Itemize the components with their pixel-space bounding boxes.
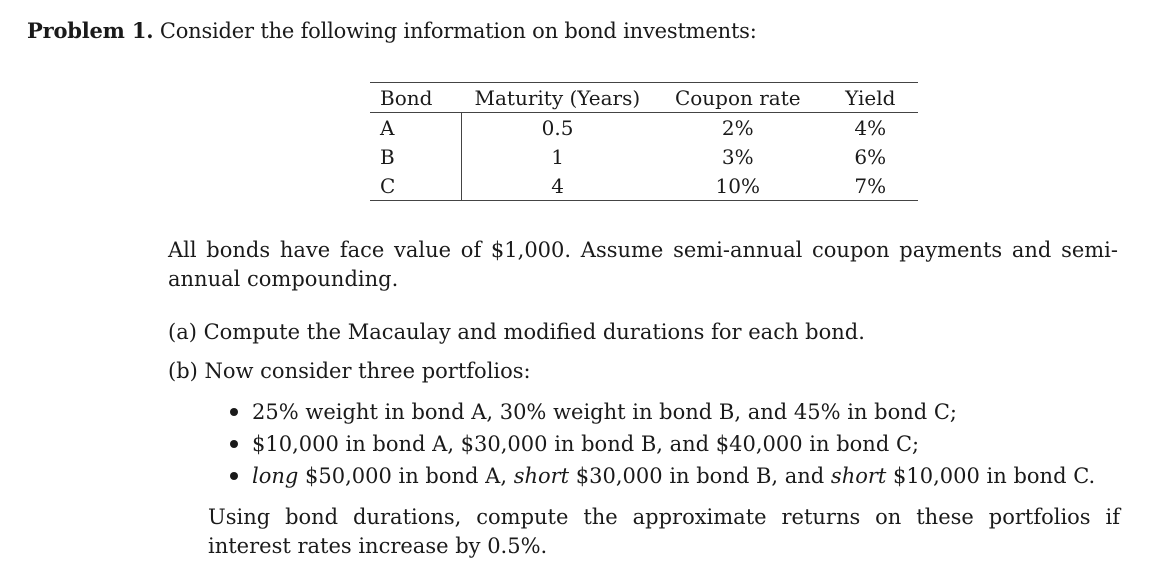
cell-yield: 7% [854, 173, 887, 198]
cell-bond: C [370, 171, 462, 201]
portfolio-3-seg2: $30,000 in bond B, and [569, 464, 831, 488]
header-maturity: Maturity (Years) [474, 85, 641, 110]
problem-intro: Consider the following information on bond investments: [159, 19, 757, 43]
table-row [370, 113, 918, 143]
list-item [228, 428, 1095, 460]
portfolio-1-text: 25% weight in bond A, 30% weight in bond B, and 45% in bond C; [252, 400, 957, 424]
list-item [228, 460, 1095, 492]
cell-coupon: 10% [715, 173, 760, 198]
problem-label: Problem 1. [27, 18, 154, 43]
header-yield: Yield [845, 85, 896, 110]
bond-table [370, 82, 918, 201]
final-instruction: Using bond durations, compute the approximate returns on these portfolios if interest rates increase by 0.5%. [208, 505, 1120, 558]
face-value-paragraph: All bonds have face value of $1,000. Assume semi-annual coupon payments and semi-annual compounding. [168, 238, 1118, 291]
portfolio-2-text: $10,000 in bond A, $30,000 in bond B, and $40,000 in bond C; [252, 432, 920, 456]
cell-bond: B [370, 142, 462, 171]
part-a: (a) Compute the Macaulay and modified durations for each bond. [168, 320, 865, 344]
cell-maturity: 1 [551, 144, 564, 169]
table-row [370, 142, 918, 171]
short-label-2: short [830, 464, 887, 488]
problem-statement [27, 18, 757, 43]
cell-coupon: 3% [721, 144, 754, 169]
cell-bond: A [370, 113, 462, 143]
portfolio-3-seg3: $10,000 in bond C. [886, 464, 1096, 488]
header-bond: Bond [380, 85, 433, 110]
list-item [228, 396, 1095, 428]
portfolio-3-seg1: $50,000 in bond A, [298, 464, 514, 488]
cell-coupon: 2% [721, 115, 754, 140]
table-row [370, 171, 918, 201]
bullet-icon [230, 472, 238, 480]
portfolio-list [228, 396, 1095, 492]
part-b: (b) Now consider three portfolios: [168, 359, 531, 383]
cell-maturity: 0.5 [541, 115, 574, 140]
cell-yield: 4% [854, 115, 887, 140]
short-label-1: short [513, 464, 570, 488]
cell-yield: 6% [854, 144, 887, 169]
header-coupon: Coupon rate [674, 85, 801, 110]
long-label: long [252, 464, 299, 488]
bullet-icon [230, 440, 238, 448]
bullet-icon [230, 408, 238, 416]
cell-maturity: 4 [551, 173, 564, 198]
table-header-row [370, 83, 918, 113]
